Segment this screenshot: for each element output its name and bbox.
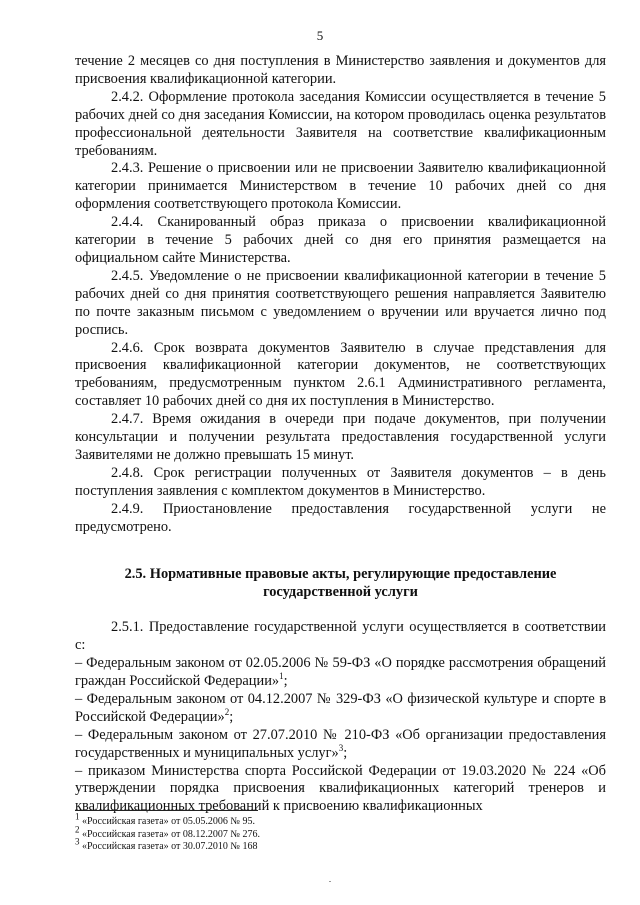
paragraph-2-4-3: 2.4.3. Решение о присвоении или не присвоении Заявителю квалификационной категории принимается Министерством в течение 10 рабочих дней со дня оформления соответствующего протокола Комиссии. <box>75 160 606 213</box>
scan-speck <box>329 881 331 882</box>
section-heading <box>75 566 606 602</box>
list-item <box>75 763 606 817</box>
footnote <box>75 836 606 854</box>
list-item <box>75 691 606 727</box>
footnote-mark: 2 <box>75 824 80 835</box>
footnote <box>75 811 606 829</box>
list-item-text: – Федеральным законом от 04.12.2007 № 329-ФЗ «О физической культуре и спорте в Российской Федерации» <box>75 690 606 725</box>
footnote-text: «Российская газета» от 08.12.2007 № 276. <box>79 828 260 840</box>
list-item <box>75 655 606 691</box>
section-heading-line: государственной услуги <box>263 584 418 601</box>
footnote-text: «Российская газета» от 30.07.2010 № 168 <box>79 841 258 852</box>
list-item-text: – приказом Министерства спорта Российской Федерации от 19.03.2020 № 224 «Об утверждении порядка присвоения квалификационных категорий тренеров и квалификационных требований к присвоению квалификационных <box>75 762 606 815</box>
paragraph-continuation: течение 2 месяцев со дня поступления в Министерство заявления и документов для присвоения квалификационной категории. <box>75 53 606 87</box>
list-item-tail: ; <box>343 744 348 761</box>
list-item <box>75 727 606 763</box>
footnote <box>75 824 606 842</box>
section-heading-line: 2.5. Нормативные правовые акты, регулирующие предоставление <box>124 566 557 583</box>
footnotes <box>75 811 606 854</box>
paragraph-2-4-9: 2.4.9. Приостановление предоставления государственной услуги не предусмотрено. <box>75 500 606 535</box>
footnote-ref: 3 <box>338 742 344 753</box>
document-body <box>75 53 606 816</box>
paragraph-2-4-4: 2.4.4. Сканированный образ приказа о присвоении квалификационной категории в течение 5 рабочих дней со дня его принятия размещается на официальном сайте Министерства. <box>75 214 606 266</box>
list-item-text: – Федеральным законом от 02.05.2006 № 59-ФЗ «О порядке рассмотрения обращений граждан Российской Федерации» <box>75 655 606 689</box>
paragraph-2-4-6: 2.4.6. Срок возврата документов Заявителю в случае представления для присвоения квалификационной категории документов, не соответствующих требованиям, предусмотренным пунктом 2.6.1 Административного регламента, составляет 10 рабочих дней со дня их поступления в Министерство. <box>75 339 606 410</box>
list-item-tail: ; <box>229 708 234 725</box>
footnote-ref: 1 <box>279 671 284 682</box>
footnote-text: «Российская газета» от 05.05.2006 № 95. <box>79 816 255 827</box>
paragraph-2-4-8: 2.4.8. Срок регистрации полученных от Заявителя документов – в день поступления заявления с комплектом документов в Министерство. <box>75 464 606 499</box>
list-item-text: – Федеральным законом от 27.07.2010 № 210-ФЗ «Об организации предоставления государственных и муниципальных услуг» <box>75 726 606 761</box>
paragraph-2-5-1: 2.5.1. Предоставление государственной услуги осуществляется в соответствии с: <box>75 619 606 654</box>
footnote-mark: 3 <box>75 836 80 847</box>
paragraph-2-4-7: 2.4.7. Время ожидания в очереди при подаче документов, при получении консультации и получении результата предоставления государственной услуги Заявителями не должно превышать 15 минут. <box>75 411 606 463</box>
footnote-ref: 2 <box>224 707 230 718</box>
footnote-separator <box>75 810 258 811</box>
paragraph-2-4-5: 2.4.5. Уведомление о не присвоении квалификационной категории в течение 5 рабочих дней со дня принятия соответствующего решения направляется Заявителю по почте заказным письмом с уведомлением о вручении или вручается лично под роспись. <box>75 267 606 338</box>
list-item-tail: ; <box>283 673 288 689</box>
footnote-mark: 1 <box>75 811 80 822</box>
paragraph-2-4-2: 2.4.2. Оформление протокола заседания Комиссии осуществляется в течение 5 рабочих дней со дня заседания Комиссии, на котором проводилась оценка результатов профессиональной деятельности Заявителя на соответствие квалификационным требованиям. <box>75 88 606 159</box>
page-number: 5 <box>316 28 324 43</box>
